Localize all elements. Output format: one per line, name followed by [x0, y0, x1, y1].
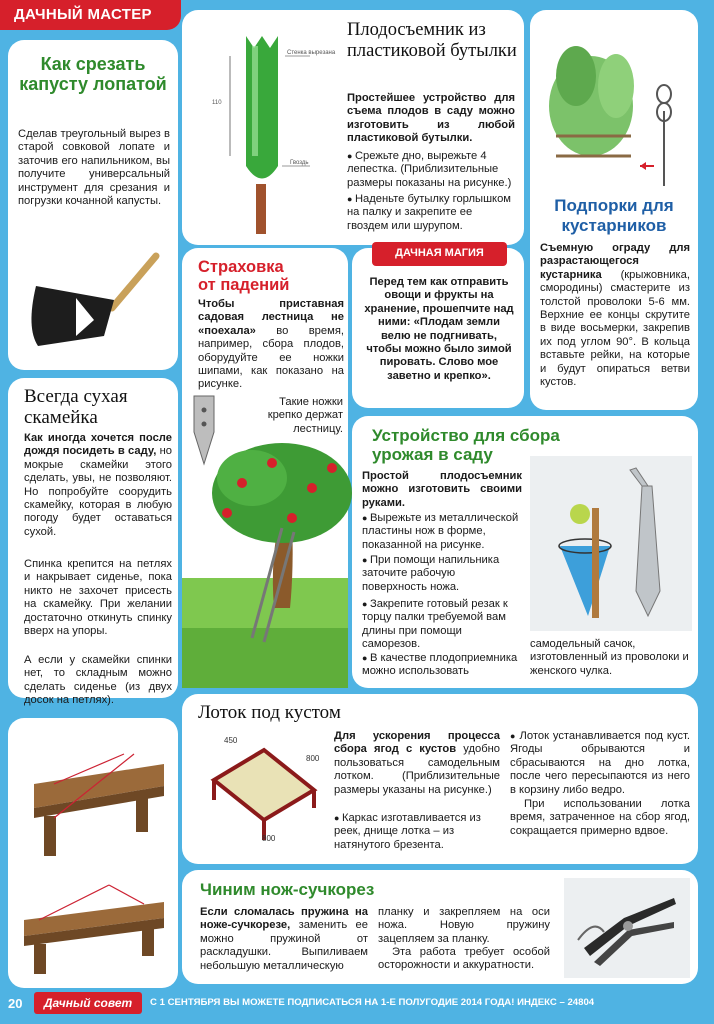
pruner-col-2: планку и закрепляем на оси ножа. Новую пружину зацепляем за планку.: [378, 906, 550, 945]
harvester-continuation: самодельный сачок, изготовленный из проволоки и женского чулка.: [530, 638, 689, 677]
bottle-picker-article: [182, 10, 524, 245]
bench-body-3: А если у скамейки спинки нет, то складным можно сделать сиденье (из двух досок на петлях).: [24, 654, 172, 707]
subscription-notice: С 1 СЕНТЯБРЯ ВЫ МОЖЕТЕ ПОДПИСАТЬСЯ НА 1-Е ПОЛУГОДИЕ 2014 ГОДА! ИНДЕКС – 24804: [150, 997, 595, 1008]
bench-title: Всегда сухая скамейка: [24, 386, 128, 428]
bottle-step-1: ● Срежьте дно, вырежьте 4 лепестка. (Приблизительные размеры показаны на рисунке.): [347, 150, 515, 190]
shrub-support-illustration: [536, 16, 691, 191]
shrub-supports-article: [530, 10, 698, 410]
berry-tray-article: [182, 694, 698, 864]
bottle-title: Плодосъемник из пластиковой бутылки: [347, 20, 517, 61]
magazine-name: Дачный совет: [43, 996, 133, 1010]
ladder-illustration: [182, 438, 348, 688]
harvester-step-1: ● Вырежьте из металлической пластины нож в форме, показанной на рисунке.: [362, 512, 522, 552]
bench-illustration-panel: [8, 718, 178, 988]
section-badge-label: ДАЧНЫЙ МАСТЕР: [14, 6, 152, 23]
bottle-label-nail: Гвоздь: [290, 160, 309, 166]
pruner-title: Чиним нож-сучкорез: [200, 880, 375, 899]
ladder-body-bold: Чтобы приставная садовая лестница не «поехала»: [198, 298, 344, 337]
harvester-step-4: ● В качестве плодоприемника можно использовать: [362, 652, 522, 679]
ladder-body-2: Такие ножки крепко держат лестницу.: [267, 396, 343, 435]
pruner-illustration: [564, 878, 690, 978]
magazine-logo: [34, 992, 142, 1014]
supports-body-text: (крыжовника, смородины) смастерите из толстой проволоки 5-6 мм. Верхние ее концы скрутите в виде восьмерки, закрепив их под углом 90°. В кольца вставьте рейки, на которые и будут опираться ветви кустов.: [540, 268, 690, 389]
section-badge: [0, 0, 181, 30]
tray-intro-text: удобно пользоваться самодельным лотком. (Приблизительные размеры указаны на рисунке.): [334, 743, 500, 796]
pruner-col1-text: заменить ее можно пружиной от раскладушки. Выпиливаем небольшую металлическую: [200, 919, 369, 972]
bench-body-1: [24, 432, 172, 539]
harvester-step-2: ● При помощи напильника заточите рабочую поверхность ножа.: [362, 554, 522, 594]
tray-intro-bold: Для ускорения процесса сбора ягод с кустов: [334, 730, 500, 756]
tray-dim-800a: 800: [306, 754, 320, 763]
page-number: 20: [8, 996, 23, 1011]
cabbage-article: [8, 40, 178, 370]
ladder-body-text: во время, например, сбора плодов, оборудуйте ее ножки шипами, как показано на рисунке.: [198, 324, 344, 391]
tray-step-2: ● Лоток устанавливается под куст. Ягоды обрываются и сбрасываются на дно лотка, после чего пересыпаются из него в корзину либо ведро.: [510, 730, 690, 797]
ladder-body-1: [198, 298, 344, 392]
tray-step-1: ● Каркас изготавливается из реек, днище лотка – из натянутого брезента.: [334, 812, 500, 852]
garden-magic-article: [352, 248, 524, 408]
bottle-label-size: 110: [212, 100, 222, 106]
bottle-step-2: ● Наденьте бутылку горлышком на палку и закрепите ее гвоздем или шурупом.: [347, 193, 515, 233]
supports-body: [540, 242, 690, 389]
cabbage-body: Сделав треугольный вырез в старой совковой лопате и заточив его напильником, вы получите универсальный инструмент для срезания и погрузки кочанной капусты.: [18, 128, 170, 208]
supports-title: Подпорки для кустарников: [554, 196, 674, 235]
tray-intro: [334, 730, 500, 797]
magic-badge-label: ДАЧНАЯ МАГИЯ: [395, 247, 484, 259]
dry-bench-article: [8, 378, 178, 707]
harvester-intro: Простой плодосъемник можно изготовить своими руками.: [362, 470, 522, 509]
harvester-step-3: ● Закрепите готовый резак к торцу палки требуемой вам длины при помощи саморезов.: [362, 598, 522, 652]
ladder-spike-illustration: [170, 390, 232, 470]
ladder-title: Страховка от падений: [198, 258, 290, 294]
bench-closed-illustration: [14, 724, 174, 859]
tray-illustration: [194, 730, 324, 860]
bench-body-bold: Как иногда хочется после дождя посидеть в саду,: [24, 432, 172, 458]
supports-body-bold: Съемную ограду для разрастающегося кустарника: [540, 242, 690, 281]
pruner-col-1: [200, 906, 368, 973]
shovel-illustration: [16, 238, 166, 358]
pruner-repair-article: [182, 870, 698, 984]
harvester-title: Устройство для сбора урожая в саду: [372, 426, 560, 464]
harvest-device-article: [352, 416, 698, 688]
harvester-illustration: [530, 456, 692, 631]
bench-body-2: Спинка крепится на петлях и накрывает сиденье, пока никто не захочет присесть на скамейку. При желании достаточно откинуть спинку вверх на упоры.: [24, 558, 172, 638]
magic-badge: [372, 242, 507, 266]
bottle-label-wall: Стенка вырезана: [287, 50, 336, 56]
bench-open-illustration: [14, 860, 174, 985]
tray-title: Лоток под кустом: [198, 702, 341, 723]
tray-dim-800b: 800: [262, 834, 276, 843]
pruner-col1-bold: Если сломалась пружина на ноже-сучкорезе,: [200, 906, 368, 932]
bench-body-text: но мокрые скамейки этого сделать, увы, не позволяют. Но попробуйте соорудить скамейку, которая в любую погоду будет оставаться сухой.: [24, 445, 172, 538]
cabbage-title: Как срезать капусту лопатой: [19, 54, 167, 94]
tray-dim-450: 450: [224, 736, 238, 745]
pruner-col-2b: Эта работа требует особой осторожности и аккуратности.: [378, 946, 550, 972]
footer: [0, 990, 714, 1024]
bottle-intro: Простейшее устройство для съема плодов в саду можно изготовить из любой пластиковой бутылки.: [347, 92, 515, 145]
tray-body-2: При использовании лотка время, затраченное на сбор ягод, сокращается примерно вдвое.: [510, 798, 690, 837]
magic-body: Перед тем как отправить овощи и фрукты на хранение, прошепчите над ними: «Плодам земли велю не подгнивать, чтобы можно было зимой пировать. Слово мое заветно и крепко».: [364, 276, 514, 382]
